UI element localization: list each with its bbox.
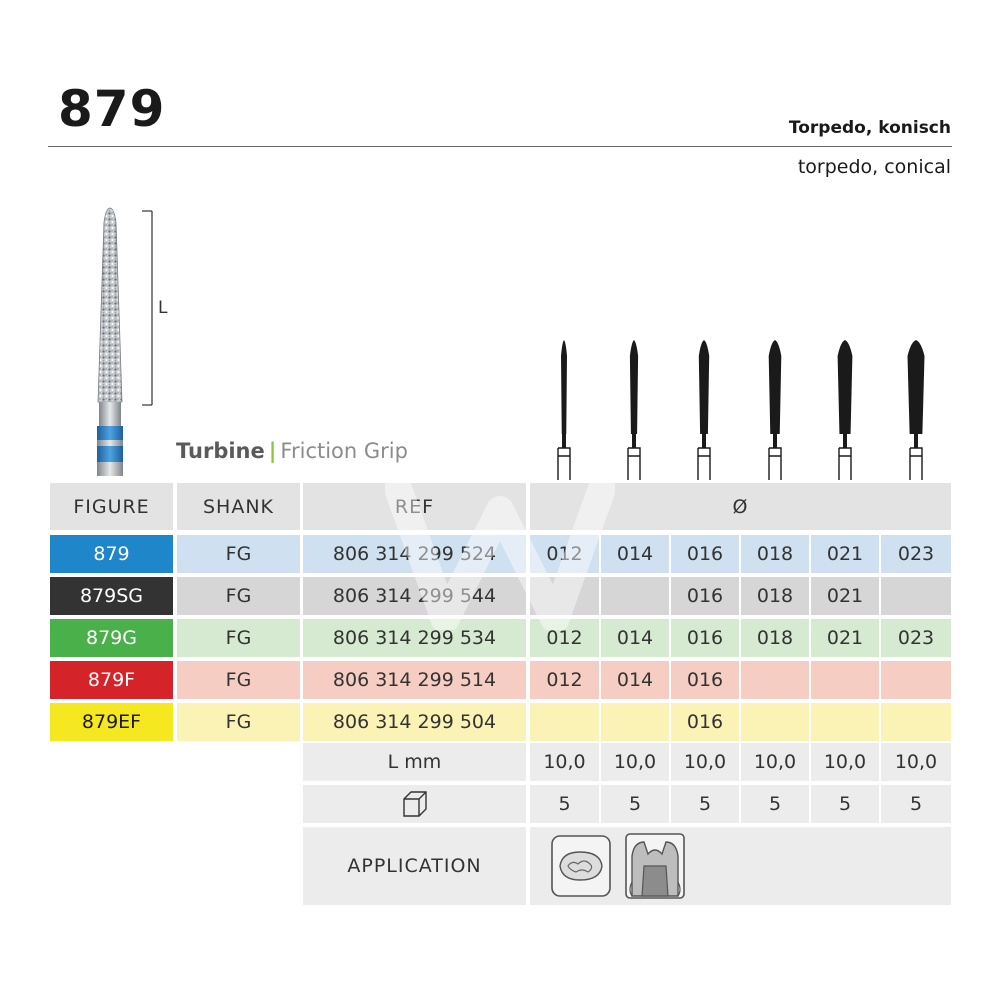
length-dimension-bracket bbox=[138, 210, 158, 406]
shank-cell: FG bbox=[177, 703, 300, 741]
bur-size-silhouette-icon bbox=[549, 338, 579, 480]
figure-cell: 879G bbox=[50, 619, 173, 657]
watermark-logo bbox=[385, 470, 615, 630]
diameter-cell: 021 bbox=[811, 619, 879, 657]
diameter-cell: 021 bbox=[811, 577, 879, 615]
diameter-cell bbox=[881, 703, 951, 741]
length-cell: 10,0 bbox=[741, 743, 809, 781]
diameter-cell bbox=[811, 703, 879, 741]
product-name-english: torpedo, conical bbox=[797, 156, 951, 178]
diameter-cell: 012 bbox=[530, 535, 599, 573]
diameter-cell bbox=[601, 703, 669, 741]
model-number: 879 bbox=[58, 80, 166, 138]
diameter-cell: 023 bbox=[881, 619, 951, 657]
column-header-ref: REF bbox=[303, 483, 526, 530]
pack-count-cell: 5 bbox=[530, 785, 599, 823]
diameter-cell bbox=[881, 661, 951, 699]
ref-cell: 806 314 299 504 bbox=[303, 703, 526, 741]
diameter-cell bbox=[741, 661, 809, 699]
length-cell: 10,0 bbox=[671, 743, 739, 781]
length-cell: 10,0 bbox=[881, 743, 951, 781]
diameter-cell: 018 bbox=[741, 535, 809, 573]
column-header-diameter: Ø bbox=[530, 483, 951, 530]
pack-count-cell: 5 bbox=[671, 785, 739, 823]
length-cell: 10,0 bbox=[601, 743, 669, 781]
package-box-icon bbox=[402, 790, 428, 818]
pack-quantity-label bbox=[303, 785, 526, 823]
bur-size-silhouette-icon bbox=[830, 338, 860, 480]
grip-type-secondary: Friction Grip bbox=[280, 439, 408, 463]
shank-cell: FG bbox=[177, 577, 300, 615]
ref-cell: 806 314 299 544 bbox=[303, 577, 526, 615]
diameter-cell: 016 bbox=[671, 703, 739, 741]
diameter-cell: 021 bbox=[811, 535, 879, 573]
diameter-cell: 014 bbox=[601, 535, 669, 573]
diameter-cell: 012 bbox=[530, 661, 599, 699]
column-header-figure: FIGURE bbox=[50, 483, 173, 530]
diameter-cell: 018 bbox=[741, 619, 809, 657]
diameter-cell bbox=[811, 661, 879, 699]
diamond-bur-illustration bbox=[90, 206, 130, 476]
crown-preparation-icon bbox=[624, 832, 686, 900]
pack-count-cell: 5 bbox=[811, 785, 879, 823]
pack-count-cell: 5 bbox=[741, 785, 809, 823]
diameter-cell: 016 bbox=[671, 619, 739, 657]
diameter-cell: 023 bbox=[881, 535, 951, 573]
bur-size-silhouette-icon bbox=[689, 338, 719, 480]
diameter-cell: 016 bbox=[671, 661, 739, 699]
bur-size-silhouette-icon bbox=[901, 338, 931, 480]
shank-cell: FG bbox=[177, 535, 300, 573]
diameter-cell: 014 bbox=[601, 661, 669, 699]
figure-cell: 879EF bbox=[50, 703, 173, 741]
diameter-cell bbox=[741, 703, 809, 741]
product-name-german: Torpedo, konisch bbox=[788, 118, 951, 138]
pack-count-cell: 5 bbox=[881, 785, 951, 823]
grip-type-primary: Turbine bbox=[176, 439, 265, 463]
grip-type-label bbox=[176, 439, 408, 463]
application-label: APPLICATION bbox=[303, 827, 526, 905]
occlusal-preparation-icon bbox=[550, 834, 612, 898]
diameter-cell: 012 bbox=[530, 619, 599, 657]
pack-count-cell: 5 bbox=[601, 785, 669, 823]
diameter-cell bbox=[530, 703, 599, 741]
diameter-cell: 016 bbox=[671, 535, 739, 573]
diameter-cell bbox=[881, 577, 951, 615]
ref-cell: 806 314 299 524 bbox=[303, 535, 526, 573]
column-header-shank: SHANK bbox=[177, 483, 300, 530]
ref-cell: 806 314 299 514 bbox=[303, 661, 526, 699]
figure-cell: 879SG bbox=[50, 577, 173, 615]
figure-cell: 879 bbox=[50, 535, 173, 573]
shank-cell: FG bbox=[177, 661, 300, 699]
application-icons-cell bbox=[530, 827, 951, 905]
diameter-cell: 014 bbox=[601, 619, 669, 657]
grip-type-separator: | bbox=[268, 439, 277, 463]
diameter-cell: 018 bbox=[741, 577, 809, 615]
shank-cell: FG bbox=[177, 619, 300, 657]
bur-size-silhouette-icon bbox=[619, 338, 649, 480]
header-divider bbox=[48, 146, 952, 147]
figure-cell: 879F bbox=[50, 661, 173, 699]
length-label: L mm bbox=[303, 743, 526, 781]
length-dimension-label: L bbox=[158, 298, 168, 318]
length-cell: 10,0 bbox=[811, 743, 879, 781]
length-cell: 10,0 bbox=[530, 743, 599, 781]
bur-size-silhouette-icon bbox=[760, 338, 790, 480]
diameter-cell: 016 bbox=[671, 577, 739, 615]
ref-cell: 806 314 299 534 bbox=[303, 619, 526, 657]
